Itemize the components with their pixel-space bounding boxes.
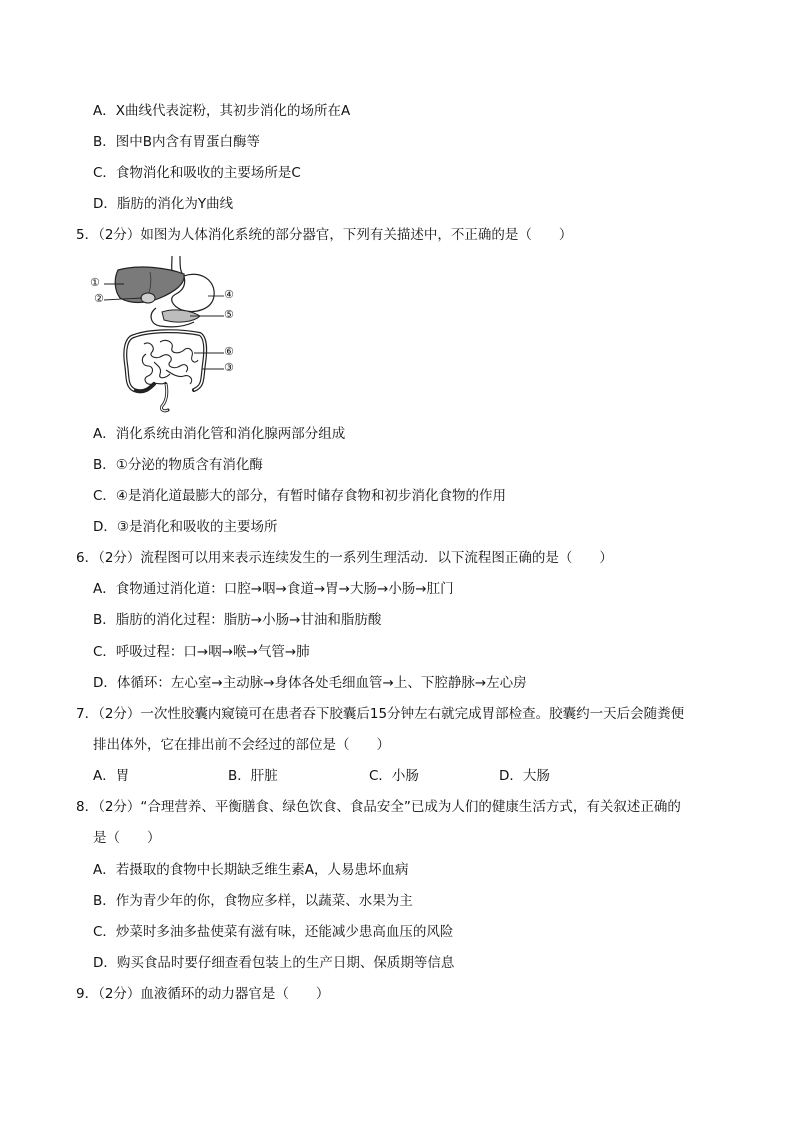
q8-option-c: C．炒菜时多油多盐使菜有滋有味，还能减少患高血压的风险: [93, 924, 454, 940]
figure-label-2: ②: [94, 292, 104, 305]
q4-option-a: A．X曲线代表淀粉，其初步消化的场所在A: [93, 103, 351, 119]
digestive-system-figure: [90, 254, 250, 414]
figure-label-3: ③: [224, 361, 234, 374]
q4-option-c: C．食物消化和吸收的主要场所是C: [93, 165, 301, 181]
q9-stem: 9．（2分）血液循环的动力器官是（ ）: [76, 986, 330, 1002]
q8-stem-line2: 是（ ）: [93, 830, 161, 846]
q8-option-d: D．购买食品时要仔细查看包装上的生产日期、保质期等信息: [93, 955, 455, 971]
figure-label-5: ⑤: [224, 308, 234, 321]
q7-stem-line2: 排出体外，它在排出前不会经过的部位是（ ）: [93, 737, 390, 753]
q6-option-d: D．体循环：左心室→主动脉→身体各处毛细血管→上、下腔静脉→左心房: [93, 675, 527, 691]
q6-stem: 6．（2分）流程图可以用来表示连续发生的一系列生理活动．以下流程图正确的是（ ）: [76, 550, 613, 566]
q5-option-d: D．③是消化和吸收的主要场所: [93, 519, 278, 535]
figure-label-6: ⑥: [224, 345, 234, 358]
q4-option-b: B．图中B内含有胃蛋白酶等: [93, 134, 261, 150]
small-intestine-shape: [142, 340, 198, 384]
q8-option-a: A．若摄取的食物中长期缺乏维生素A，人易患坏血病: [93, 862, 409, 878]
q7-option-c: C．小肠: [369, 768, 419, 784]
q6-option-c: C．呼吸过程：口→咽→喉→气管→肺: [93, 644, 310, 660]
q7-option-b: B．肝脏: [228, 768, 278, 784]
figure-label-1: ①: [90, 276, 100, 289]
q7-option-d: D．大肠: [499, 768, 550, 784]
digestive-system-diagram: [90, 254, 250, 414]
q8-option-b: B．作为青少年的你，食物应多样，以蔬菜、水果为主: [93, 893, 413, 909]
q8-stem-line1: 8．（2分）“合理营养、平衡膳食、绿色饮食、食品安全”已成为人们的健康生活方式，有关叙述正确的: [76, 799, 681, 815]
q5-option-a: A．消化系统由消化管和消化腺两部分组成: [93, 426, 346, 442]
q6-option-b: B．脂肪的消化过程：脂肪→小肠→甘油和脂肪酸: [93, 612, 382, 628]
q5-option-b: B．①分泌的物质含有消化酶: [93, 457, 263, 473]
q7-option-a: A．胃: [93, 768, 130, 784]
q6-option-a: A．食物通过消化道：口腔→咽→食道→胃→大肠→小肠→肛门: [93, 581, 454, 597]
q5-stem: 5．（2分）如图为人体消化系统的部分器官，下列有关描述中，不正确的是（ ）: [76, 227, 573, 243]
q4-option-d: D．脂肪的消化为Y曲线: [93, 196, 234, 212]
q7-stem-line1: 7．（2分）一次性胶囊内窥镜可在患者吞下胶囊后15分钟左右就完成胃部检查。胶囊约一天后会随粪便: [76, 706, 685, 722]
gallbladder-shape: [141, 293, 155, 303]
q5-option-c: C．④是消化道最膨大的部分，有暂时储存食物和初步消化食物的作用: [93, 488, 507, 504]
figure-label-4: ④: [224, 288, 234, 301]
